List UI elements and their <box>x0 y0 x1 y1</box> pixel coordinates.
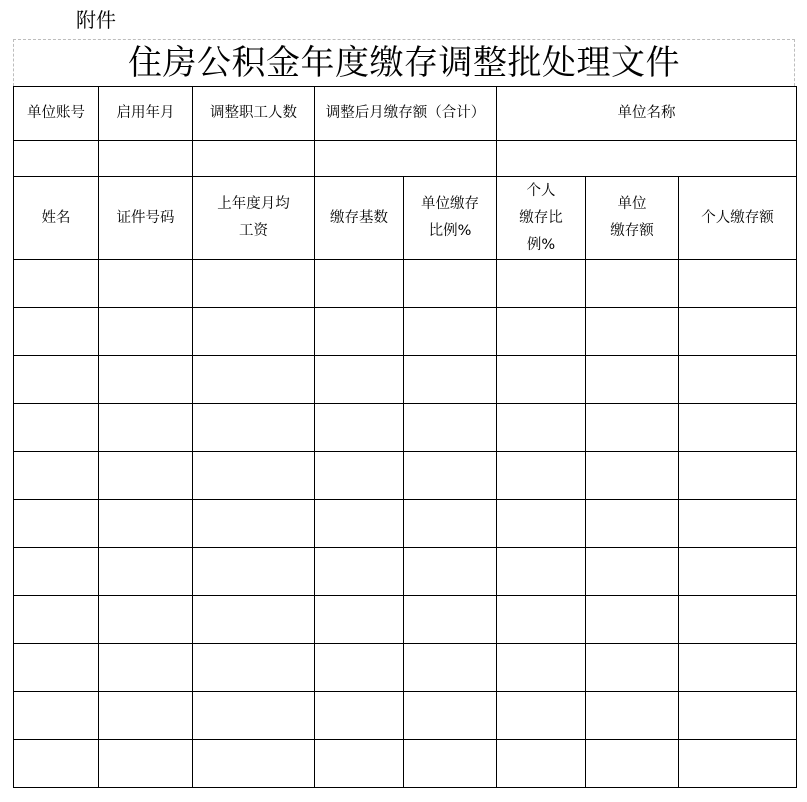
unit-ratio-cell[interactable] <box>404 308 497 356</box>
contribution-base-cell[interactable] <box>315 644 404 692</box>
contribution-base-cell[interactable] <box>315 500 404 548</box>
unit-name-cell[interactable] <box>497 141 797 177</box>
table-row <box>14 500 797 548</box>
personal-amount-cell[interactable] <box>679 644 797 692</box>
table-row <box>14 356 797 404</box>
header-line: 单位 <box>617 196 647 212</box>
personal-ratio-cell[interactable] <box>497 692 586 740</box>
personal-amount-cell[interactable] <box>679 452 797 500</box>
name-cell[interactable] <box>14 260 99 308</box>
id-number-cell[interactable] <box>99 500 193 548</box>
unit-amount-cell[interactable] <box>586 740 679 788</box>
personal-ratio-cell[interactable] <box>497 260 586 308</box>
name-cell[interactable] <box>14 452 99 500</box>
unit-ratio-cell[interactable] <box>404 740 497 788</box>
name-cell[interactable] <box>14 740 99 788</box>
unit-header-row <box>14 87 797 141</box>
header-line: 单位缴存 <box>421 196 479 212</box>
unit-account-cell[interactable] <box>14 141 99 177</box>
personal-amount-cell[interactable] <box>679 404 797 452</box>
unit-amount-cell[interactable] <box>586 644 679 692</box>
id-number-cell[interactable] <box>99 404 193 452</box>
unit-amount-cell[interactable] <box>586 596 679 644</box>
id-number-cell[interactable] <box>99 356 193 404</box>
adjusted-monthly-total-cell[interactable] <box>315 141 497 177</box>
last-year-avg-wage-cell[interactable] <box>193 404 315 452</box>
unit-amount-cell[interactable] <box>586 500 679 548</box>
personal-ratio-cell[interactable] <box>497 452 586 500</box>
personal-ratio-cell[interactable] <box>497 548 586 596</box>
attachment-label: 附件 <box>76 8 116 32</box>
unit-ratio-cell[interactable] <box>404 500 497 548</box>
id-number-header: 证件号码 <box>99 177 193 260</box>
name-cell[interactable] <box>14 404 99 452</box>
contribution-adjustment-table <box>13 86 797 788</box>
contribution-base-cell[interactable] <box>315 404 404 452</box>
name-cell[interactable] <box>14 548 99 596</box>
personal-amount-cell[interactable] <box>679 308 797 356</box>
unit-amount-header <box>586 177 679 260</box>
personal-amount-header: 个人缴存额 <box>679 177 797 260</box>
personal-ratio-cell[interactable] <box>497 404 586 452</box>
unit-amount-cell[interactable] <box>586 548 679 596</box>
table-row <box>14 740 797 788</box>
contribution-base-cell[interactable] <box>315 356 404 404</box>
unit-ratio-cell[interactable] <box>404 452 497 500</box>
id-number-cell[interactable] <box>99 740 193 788</box>
contribution-base-cell[interactable] <box>315 596 404 644</box>
name-cell[interactable] <box>14 500 99 548</box>
unit-ratio-cell[interactable] <box>404 404 497 452</box>
table-row <box>14 596 797 644</box>
header-line: 比例% <box>428 223 472 239</box>
last-year-avg-wage-cell[interactable] <box>193 308 315 356</box>
adjusted-employee-count-header: 调整职工人数 <box>193 87 315 141</box>
unit-ratio-cell[interactable] <box>404 356 497 404</box>
contribution-base-cell[interactable] <box>315 452 404 500</box>
personal-amount-cell[interactable] <box>679 500 797 548</box>
start-month-cell[interactable] <box>99 141 193 177</box>
document-title: 住房公积金年度缴存调整批处理文件 <box>128 43 680 83</box>
last-year-avg-wage-cell[interactable] <box>193 500 315 548</box>
personal-amount-cell[interactable] <box>679 356 797 404</box>
personal-ratio-cell[interactable] <box>497 308 586 356</box>
unit-amount-cell[interactable] <box>586 692 679 740</box>
unit-amount-cell[interactable] <box>586 308 679 356</box>
adjusted-monthly-total-header: 调整后月缴存额（合计） <box>315 87 497 141</box>
name-header: 姓名 <box>14 177 99 260</box>
id-number-cell[interactable] <box>99 596 193 644</box>
name-cell[interactable] <box>14 692 99 740</box>
header-line: 例% <box>526 236 556 253</box>
unit-amount-cell[interactable] <box>586 404 679 452</box>
personal-ratio-cell[interactable] <box>497 356 586 404</box>
table-row <box>14 644 797 692</box>
table-row <box>14 452 797 500</box>
unit-ratio-header <box>404 177 497 260</box>
start-month-header: 启用年月 <box>99 87 193 141</box>
employee-header-row <box>14 177 797 260</box>
personal-ratio-cell[interactable] <box>497 596 586 644</box>
personal-ratio-cell[interactable] <box>497 644 586 692</box>
contribution-base-cell[interactable] <box>315 260 404 308</box>
last-year-avg-wage-cell[interactable] <box>193 452 315 500</box>
personal-ratio-cell[interactable] <box>497 740 586 788</box>
id-number-cell[interactable] <box>99 452 193 500</box>
last-year-avg-wage-header <box>193 177 315 260</box>
personal-amount-cell[interactable] <box>679 596 797 644</box>
unit-ratio-cell[interactable] <box>404 644 497 692</box>
last-year-avg-wage-cell[interactable] <box>193 356 315 404</box>
unit-ratio-cell[interactable] <box>404 260 497 308</box>
header-line: 缴存比 <box>519 209 563 226</box>
personal-amount-cell[interactable] <box>679 548 797 596</box>
header-line: 工资 <box>239 223 268 239</box>
contribution-base-cell[interactable] <box>315 308 404 356</box>
header-line: 上年度月均 <box>217 196 290 212</box>
unit-ratio-cell[interactable] <box>404 692 497 740</box>
adjusted-employee-count-cell[interactable] <box>193 141 315 177</box>
table-row <box>14 308 797 356</box>
last-year-avg-wage-cell[interactable] <box>193 692 315 740</box>
name-cell[interactable] <box>14 308 99 356</box>
personal-amount-cell[interactable] <box>679 692 797 740</box>
contribution-base-cell[interactable] <box>315 548 404 596</box>
name-cell[interactable] <box>14 356 99 404</box>
last-year-avg-wage-cell[interactable] <box>193 740 315 788</box>
id-number-cell[interactable] <box>99 548 193 596</box>
title-box <box>13 39 795 86</box>
last-year-avg-wage-cell[interactable] <box>193 596 315 644</box>
unit-account-header: 单位账号 <box>14 87 99 141</box>
unit-amount-cell[interactable] <box>586 260 679 308</box>
unit-name-header: 单位名称 <box>497 87 797 141</box>
contribution-base-header: 缴存基数 <box>315 177 404 260</box>
unit-info-row <box>14 141 797 177</box>
unit-ratio-cell[interactable] <box>404 596 497 644</box>
last-year-avg-wage-cell[interactable] <box>193 260 315 308</box>
name-cell[interactable] <box>14 644 99 692</box>
unit-amount-cell[interactable] <box>586 356 679 404</box>
contribution-base-cell[interactable] <box>315 692 404 740</box>
id-number-cell[interactable] <box>99 644 193 692</box>
table-row <box>14 692 797 740</box>
last-year-avg-wage-cell[interactable] <box>193 644 315 692</box>
unit-amount-cell[interactable] <box>586 452 679 500</box>
id-number-cell[interactable] <box>99 260 193 308</box>
id-number-cell[interactable] <box>99 308 193 356</box>
personal-ratio-cell[interactable] <box>497 500 586 548</box>
header-line: 个人 <box>526 182 556 199</box>
table-row <box>14 260 797 308</box>
personal-amount-cell[interactable] <box>679 260 797 308</box>
id-number-cell[interactable] <box>99 692 193 740</box>
contribution-base-cell[interactable] <box>315 740 404 788</box>
table-row <box>14 548 797 596</box>
name-cell[interactable] <box>14 596 99 644</box>
personal-amount-cell[interactable] <box>679 740 797 788</box>
personal-ratio-header <box>497 177 586 260</box>
header-line: 缴存额 <box>610 223 654 239</box>
last-year-avg-wage-cell[interactable] <box>193 548 315 596</box>
unit-ratio-cell[interactable] <box>404 548 497 596</box>
table-row <box>14 404 797 452</box>
